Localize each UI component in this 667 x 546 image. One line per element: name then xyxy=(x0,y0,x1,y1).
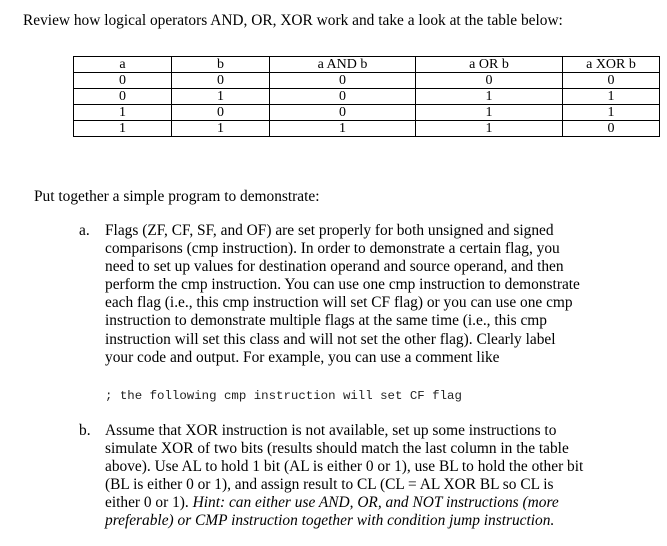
intro-text: Review how logical operators AND, OR, XOR work and take a look at the table below: xyxy=(23,12,563,29)
item-b-text xyxy=(105,422,583,531)
header-and: a AND b xyxy=(270,57,416,73)
item-b-line: Assume that XOR instruction is not available, set up some instructions to xyxy=(105,422,557,439)
item-b-line xyxy=(105,494,583,512)
header-xor: a XOR b xyxy=(563,57,660,73)
item-a-text xyxy=(105,222,580,367)
header-or: a OR b xyxy=(416,57,563,73)
truth-table xyxy=(73,56,660,137)
item-a-line: need to set up values for destination operand and source operand, and then xyxy=(105,258,564,276)
table-row xyxy=(74,73,660,89)
table-cell: 0 xyxy=(270,73,416,89)
table-cell: 1 xyxy=(563,89,660,105)
table-cell: 1 xyxy=(416,121,563,137)
table-header-row xyxy=(74,57,660,73)
item-a-line: Flags (ZF, CF, SF, and OF) are set properly for both unsigned and signed xyxy=(105,222,554,239)
header-a: a xyxy=(74,57,172,73)
table-row xyxy=(74,105,660,121)
table-cell: 0 xyxy=(270,105,416,121)
hint-text: Hint: can either use AND, OR, and NOT instructions (more xyxy=(192,494,559,512)
item-a-line: instruction will set this class and will not set the other flag). Clearly label xyxy=(105,330,556,348)
item-b-line-text: either 0 or 1). xyxy=(105,494,193,512)
item-a-line: comparisons (cmp instruction). In order to demonstrate a certain flag, you xyxy=(105,240,560,258)
table-cell: 1 xyxy=(172,89,270,105)
table-row xyxy=(74,121,660,137)
table-cell: 1 xyxy=(270,121,416,137)
table-row xyxy=(74,89,660,105)
table-cell: 0 xyxy=(172,73,270,89)
table-cell: 0 xyxy=(74,89,172,105)
item-b-line: above). Use AL to hold 1 bit (AL is either 0 or 1), use BL to hold the other bit xyxy=(105,458,584,476)
table-cell: 1 xyxy=(563,105,660,121)
table-cell: 0 xyxy=(563,73,660,89)
item-a-line: each flag (i.e., this cmp instruction will set CF flag) or you can use one cmp xyxy=(105,294,573,312)
item-a-line: perform the cmp instruction. You can use one cmp instruction to demonstrate xyxy=(105,276,580,294)
table-cell: 0 xyxy=(563,121,660,137)
code-comment-example: ; the following cmp instruction will set CF flag xyxy=(105,389,462,403)
item-a-line: instruction to demonstrate multiple flags at the same time (i.e., this cmp xyxy=(105,312,547,330)
table-cell: 1 xyxy=(74,105,172,121)
item-b-label: b. xyxy=(79,422,91,439)
table-cell: 1 xyxy=(416,105,563,121)
put-together-text: Put together a simple program to demonstrate: xyxy=(34,188,320,205)
item-a-label: a. xyxy=(79,222,90,239)
table-cell: 0 xyxy=(270,89,416,105)
table-cell: 1 xyxy=(416,89,563,105)
item-b-line: (BL is either 0 or 1), and assign result to CL (CL = AL XOR BL so CL is xyxy=(105,476,554,494)
item-b-line xyxy=(105,512,583,530)
table-cell: 0 xyxy=(74,73,172,89)
table-cell: 1 xyxy=(74,121,172,137)
header-b: b xyxy=(172,57,270,73)
table-cell: 1 xyxy=(172,121,270,137)
hint-text: preferable) or CMP instruction together with condition jump instruction. xyxy=(105,512,555,530)
table-cell: 0 xyxy=(172,105,270,121)
item-a-line: your code and output. For example, you can use a comment like xyxy=(105,348,500,366)
table-cell: 0 xyxy=(416,73,563,89)
item-b-line: simulate XOR of two bits (results should match the last column in the table xyxy=(105,440,569,458)
